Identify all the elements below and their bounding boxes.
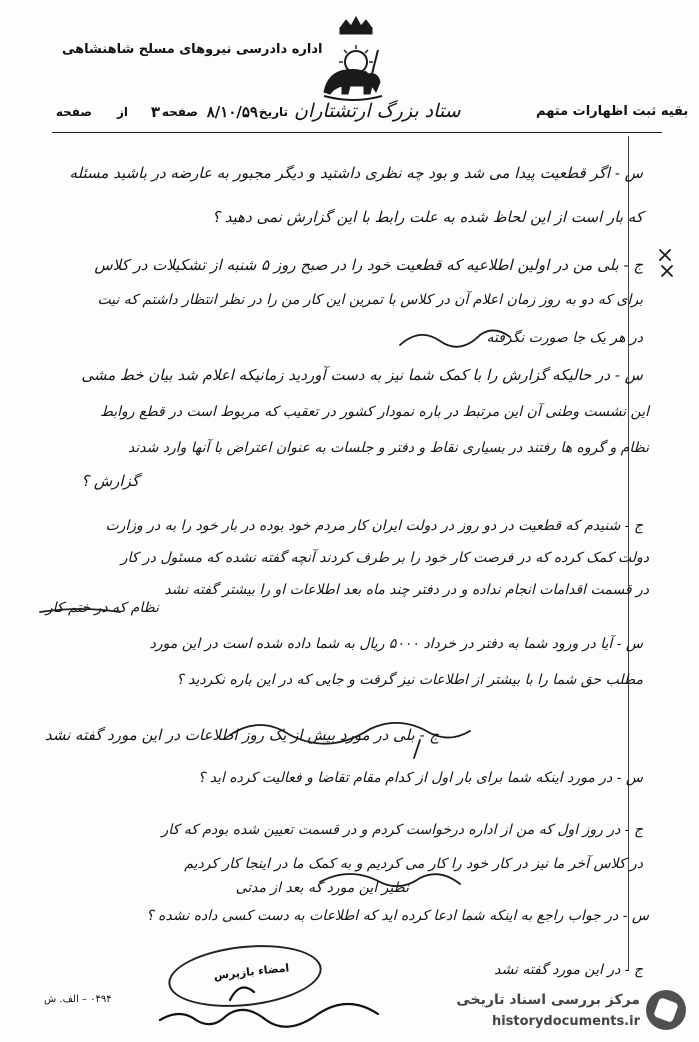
total-pages-label: صفحه <box>55 105 92 119</box>
staff-title: ستاد بزرگ ارتشتاران <box>294 100 461 122</box>
body-line: ج - بلی من در اولین اطلاعیه که قطعیت خود را در صبح روز ۵ شنبه از تشکیلات در کلاس <box>94 256 643 274</box>
date-label: تاریخ <box>258 105 288 119</box>
body-line: که بار است از این لحاظ شده به علت رابط با این گزارش نمی دهید ؟ <box>212 208 643 226</box>
date-value: ۸/۱۰/۵۹ <box>206 103 258 121</box>
body-line: ج - در روز اول که من از اداره درخواست کردم و در قسمت تعیین شده بودم که کار <box>161 822 643 838</box>
body-line: ج - بلی در مورد بیش از یک روز اطلاعات در این مورد گفته نشد <box>44 726 439 744</box>
body-line: مطلب حق شما را با بیشتر از اطلاعات نیز گرفت و جایی که در این باره نکردید ؟ <box>176 672 643 688</box>
watermark-logo-icon <box>646 990 686 1030</box>
body-line: دولت کمک کرده که در فرصت کار خود را بر طرف کردند آنچه گفته نشده که مسئول در کار <box>120 550 649 566</box>
body-line: ج - شنیدم که قطعیت در دو روز در دولت ایران کار مردم خود بوده در بار خود را به در وزارت <box>105 518 643 534</box>
watermark-line2: historydocuments.ir <box>491 1014 640 1029</box>
body-line: س - در مورد اینکه شما برای بار اول از کدام مقام تقاضا و فعالیت کرده اید ؟ <box>197 770 643 786</box>
body-line: س - در جواب راجع به اینکه شما ادعا کرده اید که اطلاعات به دست کسی داده نشده ؟ <box>146 908 649 924</box>
body-line: س - در حالیکه گزارش را با کمک شما نیز به دست آوردید زمانیکه اعلام شد بیان خط مشی <box>81 366 643 384</box>
watermark <box>420 982 692 1038</box>
body-line: در قسمت اقدامات انجام نداده و در دفتر چند ماه بعد اطلاعات او را بیشتر گفته نشد <box>164 582 649 598</box>
signature-stamp-label: امضاء بازپرس <box>213 961 290 983</box>
body-line: نظام و گروه ها رفتند در بسیاری نقاط و دفتر و جلسات به عنوان اعتراض با آنها وارد شدند <box>128 440 649 456</box>
page-label: صفحه <box>161 105 198 119</box>
body-line: ج - در این مورد گفته نشد <box>494 962 643 978</box>
form-number: ۰۴۹۴ – الف. ش <box>44 994 112 1005</box>
body-line: نظام که در ختم کار <box>45 600 159 616</box>
body-line: برای که دو به روز زمان اعلام آن در کلاس با تمرین این کار من را در نظر انتظار داشتم که نیت <box>97 292 643 308</box>
body-line: گزارش ؟ <box>81 472 139 490</box>
body-line: س - آیا در ورود شما به دفتر در خرداد ۵۰۰۰ ریال به شما داده شده است در این مورد <box>149 636 643 652</box>
body-line: در هر یک جا صورت نگرفته <box>486 330 643 346</box>
body-line: س - اگر قطعیت پیدا می شد و بود چه نظری داشتید و دیگر مجبور به عارضه در باشید مسئله <box>69 164 643 182</box>
body-line: این نشست وطنی آن این مرتبط در باره نمودار کشور در تعقیب که مربوط است در قطع روابط <box>99 404 649 420</box>
watermark-line1: مرکز بررسی اسناد تاریخی <box>456 992 640 1008</box>
page-value: ۳ <box>150 103 160 121</box>
office-name: اداره دادرسی نیروهای مسلح شاهنشاهی <box>62 42 323 57</box>
body-line: نظیر این مورد که بعد از مدتی <box>235 880 409 896</box>
record-title: بقیه ثبت اظهارات متهم <box>536 104 689 119</box>
body-line: در کلاس آخر ما نیز در کار خود را کار می کردیم و به کمک ما در اینجا کار کردیم <box>184 856 643 872</box>
of-label: از <box>116 105 128 119</box>
